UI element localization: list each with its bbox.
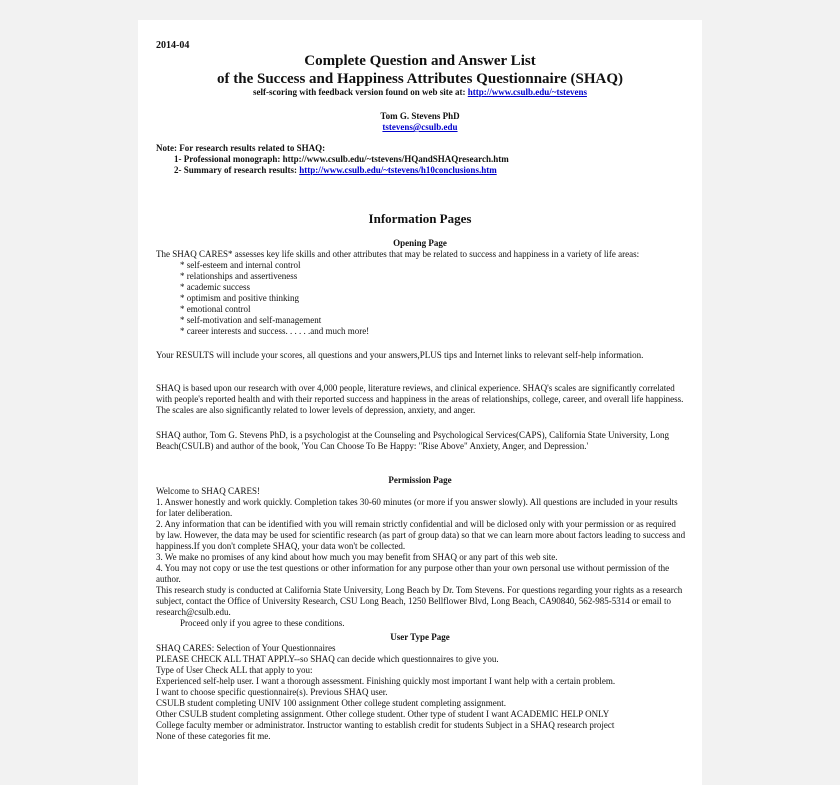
user-type-line: Type of User Check ALL that apply to you: — [156, 665, 313, 675]
opening-section — [156, 249, 686, 337]
subtitle-text: self-scoring with feedback version found on web site at: — [253, 87, 468, 97]
research-summary-link[interactable]: http://www.csulb.edu/~tstevens/h10conclusions.htm — [299, 165, 497, 175]
proceed-line: Proceed only if you agree to these conditions. — [180, 618, 345, 628]
study-info: This research study is conducted at California State University, Long Beach by Dr. Tom Stevens. For questions regarding your rights as a research subject, contact the Office of University Research, CSU Long Beach, 1250 Bellflower Blvd, Long Beach, CA90840, 562-985-5314 or email to research@csulb.edu. — [156, 585, 683, 617]
opening-page-heading: Opening Page — [393, 238, 447, 248]
list-item: * relationships and assertiveness — [180, 271, 298, 281]
user-type-option[interactable]: Experienced self-help user. I want a thorough assessment. Finishing quickly most important I want help with a certain problem. — [156, 676, 616, 686]
permission-item-1: 1. Answer honestly and work quickly. Completion takes 30-60 minutes (or more if you answer slowly). All questions are included in your results for later deliberation. — [156, 497, 678, 518]
email-link[interactable]: tstevens@csulb.edu — [382, 122, 458, 132]
list-item: * emotional control — [180, 304, 251, 314]
user-type-option[interactable]: College faculty member or administrator. Instructor wanting to establish credit for students Subject in a SHAQ research project — [156, 720, 615, 730]
information-pages-heading: Information Pages — [368, 211, 472, 226]
results-paragraph: Your RESULTS will include your scores, all questions and your answers,PLUS tips and Internet links to relevant self-help information. — [156, 350, 644, 360]
list-item: * self-esteem and internal control — [180, 260, 301, 270]
list-item: * academic success — [180, 282, 250, 292]
note-item-2 — [174, 165, 497, 176]
author-email — [138, 122, 702, 132]
title-line-2: of the Success and Happiness Attributes Questionnaire (SHAQ) — [216, 71, 623, 87]
user-type-option[interactable]: I want to choose specific questionnaire(s). Previous SHAQ user. — [156, 687, 388, 697]
attribute-list — [156, 260, 686, 337]
user-type-page-heading: User Type Page — [390, 632, 450, 642]
permission-page-heading: Permission Page — [388, 475, 452, 485]
permission-item-3: 3. We make no promises of any kind about how much you may benefit from SHAQ or any part of this web site. — [156, 552, 558, 562]
subtitle — [138, 87, 702, 97]
permission-item-4: 4. You may not copy or use the test questions or other information for any purpose other than your own personal use without permission of the author. — [156, 563, 670, 584]
document-date: 2014-04 — [156, 40, 190, 51]
website-link[interactable]: http://www.csulb.edu/~tstevens — [467, 87, 587, 97]
permission-item-2: 2. Any information that can be identified with you will remain strictly confidential and will be diclosed only with your permission or as required by law. However, the data may be used for scientific research (as part of group data) so that we can learn more about factors leading to success and happiness.If you don't complete SHAQ, your data won't be collected. — [156, 519, 686, 551]
user-type-section — [156, 643, 686, 742]
opening-intro: The SHAQ CARES* assesses key life skills and other attributes that may be related to success and happiness in a variety of life areas: — [156, 249, 640, 259]
note-item-2-prefix: 2- Summary of research results: — [174, 165, 300, 175]
title-line-1: Complete Question and Answer List — [304, 53, 536, 69]
user-type-line: SHAQ CARES: Selection of Your Questionnaires — [156, 643, 336, 653]
user-type-option[interactable]: CSULB student completing UNIV 100 assignment Other college student completing assignment. — [156, 698, 507, 708]
list-item: * career interests and success. . . . . .and much more! — [180, 326, 370, 336]
permission-section — [156, 486, 686, 629]
author-paragraph: SHAQ author, Tom G. Stevens PhD, is a psychologist at the Counseling and Psychological Services(CAPS), California State University, Long Beach(CSULB) and author of the book, 'You Can Choose To Be Happy: "Rise Above" Anxiety, Anger, and Depression.' — [156, 430, 669, 451]
user-type-option[interactable]: Other CSULB student completing assignment. Other college student. Other type of student I want ACADEMIC HELP ONLY — [156, 709, 610, 719]
list-item: * self-motivation and self-management — [180, 315, 322, 325]
user-type-option[interactable]: None of these categories fit me. — [156, 731, 271, 741]
document-page — [138, 20, 702, 785]
note-heading: Note: For research results related to SHAQ: — [156, 143, 326, 153]
list-item: * optimism and positive thinking — [180, 293, 299, 303]
user-type-line: PLEASE CHECK ALL THAT APPLY--so SHAQ can decide which questionnaires to give you. — [156, 654, 499, 664]
note-item-1: 1- Professional monograph: http://www.csulb.edu/~tstevens/HQandSHAQresearch.htm — [174, 154, 509, 164]
welcome-line: Welcome to SHAQ CARES! — [156, 486, 261, 496]
research-basis-paragraph: SHAQ is based upon our research with over 4,000 people, literature reviews, and clinical experience. SHAQ's scales are significantly correlated with people's reported health and with their reported success and happiness in the areas of relationships, college, career, and overall life happiness. The scales are also significantly related to lower levels of depression, anxiety, and anger. — [156, 383, 684, 415]
author-name: Tom G. Stevens PhD — [380, 111, 460, 121]
